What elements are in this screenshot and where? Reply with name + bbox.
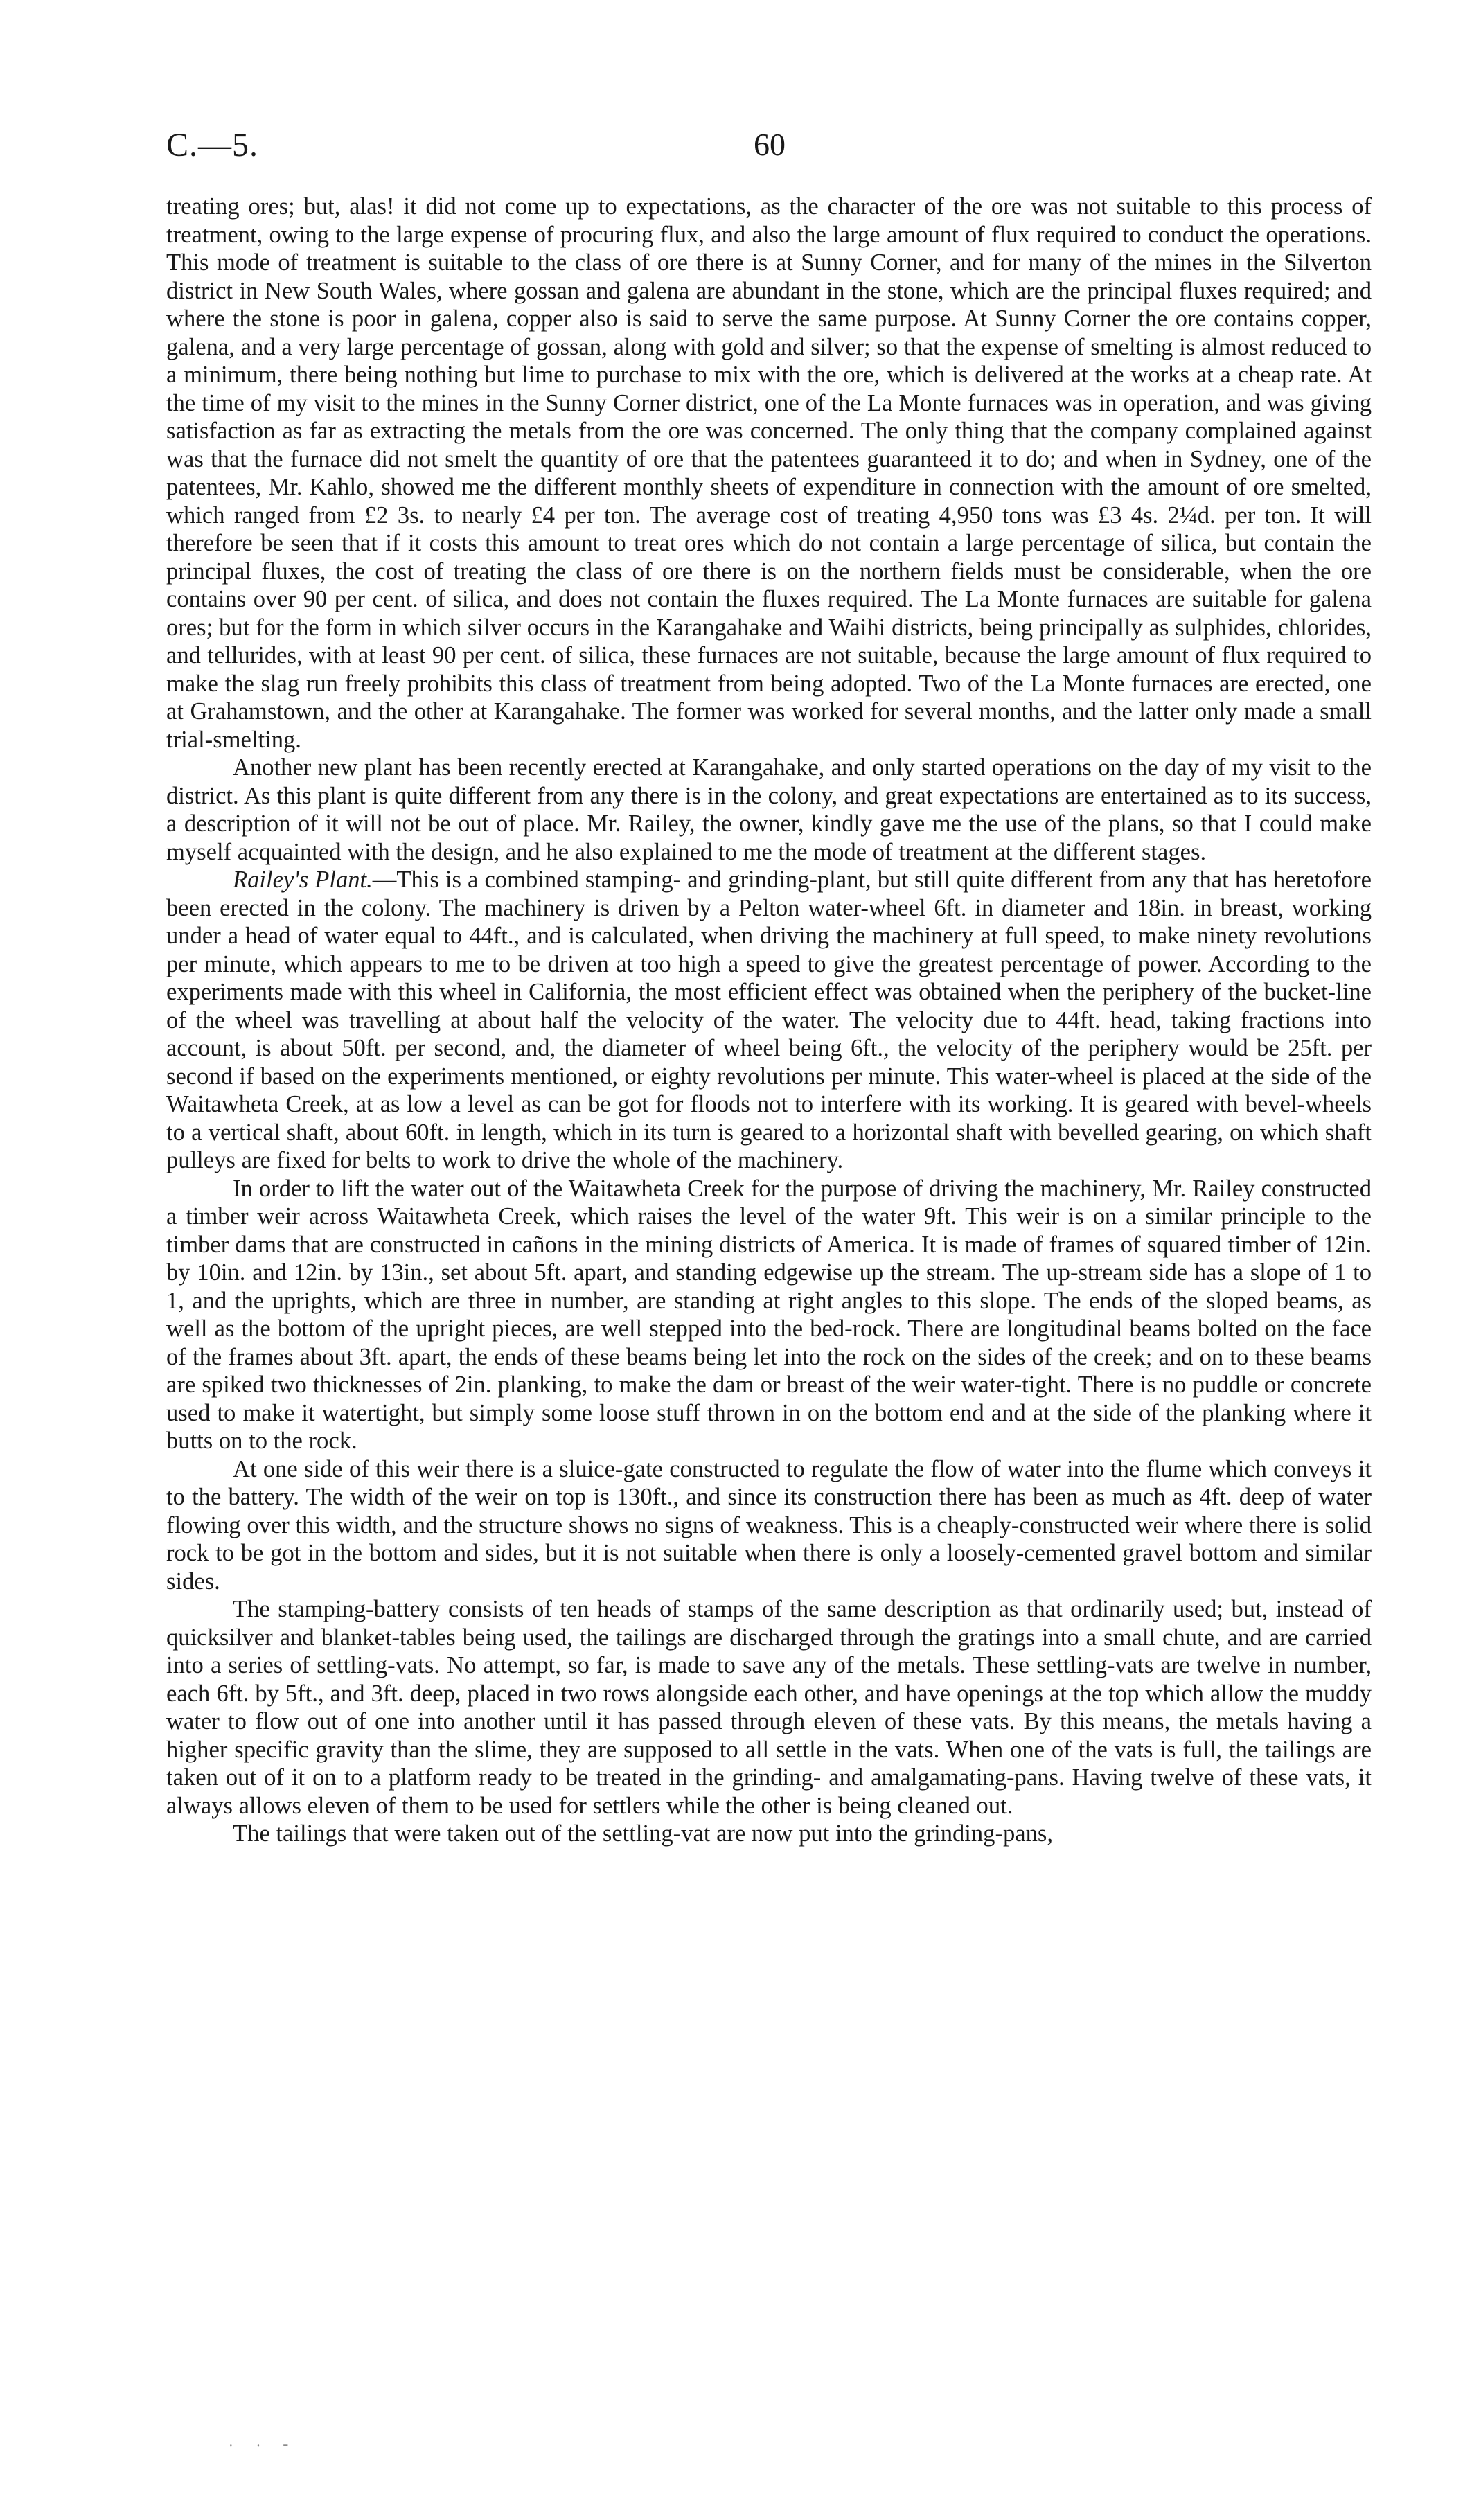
paragraph-2: Another new plant has been recently erected at Karangahake, and only started operations on the day of my visit to the district. As this plant is quite different from any there is in the colony, and great expectations are entertained as to its success, a description of it will not be out of place. Mr. Railey, the owner, kindly gave me the use of the plans, so that I could make myself acquainted with the design, and he also explained to me the mode of treatment at the different stages. [166, 754, 1372, 865]
body-text [166, 193, 1372, 1848]
paragraph-7: The tailings that were taken out of the settling-vat are now put into the grinding-pans, [233, 1820, 1053, 1847]
paragraph-1: treating ores; but, alas! it did not come up to expectations, as the character of the ore was not suitable to this process of treatment, owing to the large expense of procuring flux, and also the large amount of flux required to conduct the operations. This mode of treatment is suitable to the class of ore there is at Sunny Corner, and for many of the mines in the Silverton district in New South Wales, where gossan and galena are abundant in the stone, which are the principal fluxes required; and where the stone is poor in galena, copper also is said to serve the same purpose. At Sunny Corner the ore contains copper, galena, and a very large percentage of gossan, along with gold and silver; so that the expense of smelting is almost reduced to a minimum, there being nothing but lime to purchase to mix with the ore, which is delivered at the works at a cheap rate. At the time of my visit to the mines in the Sunny Corner district, one of the La Monte furnaces was in operation, and was giving satisfaction as far as extracting the metals from the ore was concerned. The only thing that the company complained against was that the furnace did not smelt the quantity of ore that the patentees guaranteed it to do; and when in Sydney, one of the patentees, Mr. Kahlo, showed me the different monthly sheets of expenditure in connection with the amount of ore smelted, which ranged from £2 3s. to nearly £4 per ton. The average cost of treating 4,950 tons was £3 4s. 2¼d. per ton. It will therefore be seen that if it costs this amount to treat ores which do not contain a large percentage of silica, but contain the principal fluxes, the cost of treating the class of ore there is on the northern fields must be considerable, when the ore contains over 90 per cent. of silica, and does not contain the fluxes required. The La Monte furnaces are suitable for galena ores; but for the form in which silver occurs in the Karangahake and Waihi districts, being principally as sulphides, chlorides, and tellurides, with at least 90 per cent. of silica, these furnaces are not suitable, because the large amount of flux required to make the slag run freely prohibits this class of treatment from being adopted. Two of the La Monte furnaces are erected, one at Grahamstown, and the other at Karangahake. The former was worked for several months, and the latter only made a small trial-smelting. [166, 193, 1372, 753]
paragraph-5: At one side of this weir there is a sluice-gate constructed to regulate the flow of water into the flume which conveys it to the battery. The width of the weir on top is 130ft., and since its construction there has been as much as 4ft. deep of water flowing over this width, and the structure shows no signs of weakness. This is a cheaply-constructed weir where there is solid rock to be got in the bottom and sides, but it is not suitable when there is only a loosely-cemented gravel bottom and similar sides. [166, 1455, 1372, 1595]
paragraph-3-text: —This is a combined stamping- and grinding-plant, but still quite different from any that has heretofore been erected in the colony. The machinery is driven by a Pelton water-wheel 6ft. in diameter and 18in. in breast, working under a head of water equal to 44ft., and is calculated, when driving the machinery at full speed, to make ninety revolutions per minute, which appears to me to be driven at too high a speed to give the greatest percentage of power. According to the experiments made with this wheel in California, the most efficient effect was obtained when the periphery of the bucket-line of the wheel was travelling at about half the velocity of the water. The velocity due to 44ft. head, taking fractions into account, is about 50ft. per second, and, the diameter of wheel being 6ft., the velocity of the periphery would be 25ft. per second if based on the experiments mentioned, or eighty revolutions per minute. This water-wheel is placed at the side of the Waitawheta Creek, at as low a level as can be got for floods not to interfere with its working. It is geared with bevel-wheels to a vertical shaft, about 60ft. in length, which in its turn is geared to a horizontal shaft with bevelled gearing, on which shaft pulleys are fixed for belts to work to drive the whole of the machinery. [166, 867, 1372, 1173]
paragraph-6: The stamping-battery consists of ten heads of stamps of the same description as that ordinarily used; but, instead of quicksilver and blanket-tables being used, the tailings are discharged through the gratings into a small chute, and are carried into a series of settling-vats. No attempt, so far, is made to save any of the metals. These settling-vats are twelve in number, each 6ft. by 5ft., and 3ft. deep, placed in two rows alongside each other, and have openings at the top which allow the muddy water to flow out of one into another until it has passed through eleven of these vats. By this means, the metals having a higher specific gravity than the slime, they are supposed to all settle in the vats. When one of the vats is full, the tailings are taken out of it on to a platform ready to be treated in the grinding- and amalgamating-pans. Having twelve of these vats, it always allows eleven of them to be used for settlers while the other is being cleaned out. [166, 1596, 1372, 1819]
page-header [166, 126, 1372, 175]
page-number: 60 [754, 127, 786, 162]
scan-specks: · · ╴ [229, 2438, 302, 2454]
document-reference: C.—5. [166, 127, 259, 163]
section-heading-raileys-plant: Railey's Plant. [233, 867, 373, 893]
paragraph-4: In order to lift the water out of the Waitawheta Creek for the purpose of driving the machinery, Mr. Railey constructed a timber weir across Waitawheta Creek, which raises the level of the water 9ft. This weir is on a similar principle to the timber dams that are constructed in cañons in the mining districts of America. It is made of frames of squared timber of 12in. by 10in. and 12in. by 13in., set about 5ft. apart, and standing edgewise up the stream. The up-stream side has a slope of 1 to 1, and the uprights, which are three in number, are standing at right angles to this slope. The ends of the sloped beams, as well as the bottom of the upright pieces, are well stepped into the bed-rock. There are longitudinal beams bolted on the face of the frames about 3ft. apart, the ends of these beams being let into the rock on the sides of the creek; and on to these beams are spiked two thicknesses of 2in. planking, to make the dam or breast of the weir water-tight. There is no puddle or concrete used to make it watertight, but simply some loose stuff thrown in on the bottom end and at the side of the planking where it butts on to the rock. [166, 1175, 1372, 1454]
paragraph-3 [166, 866, 1372, 1175]
